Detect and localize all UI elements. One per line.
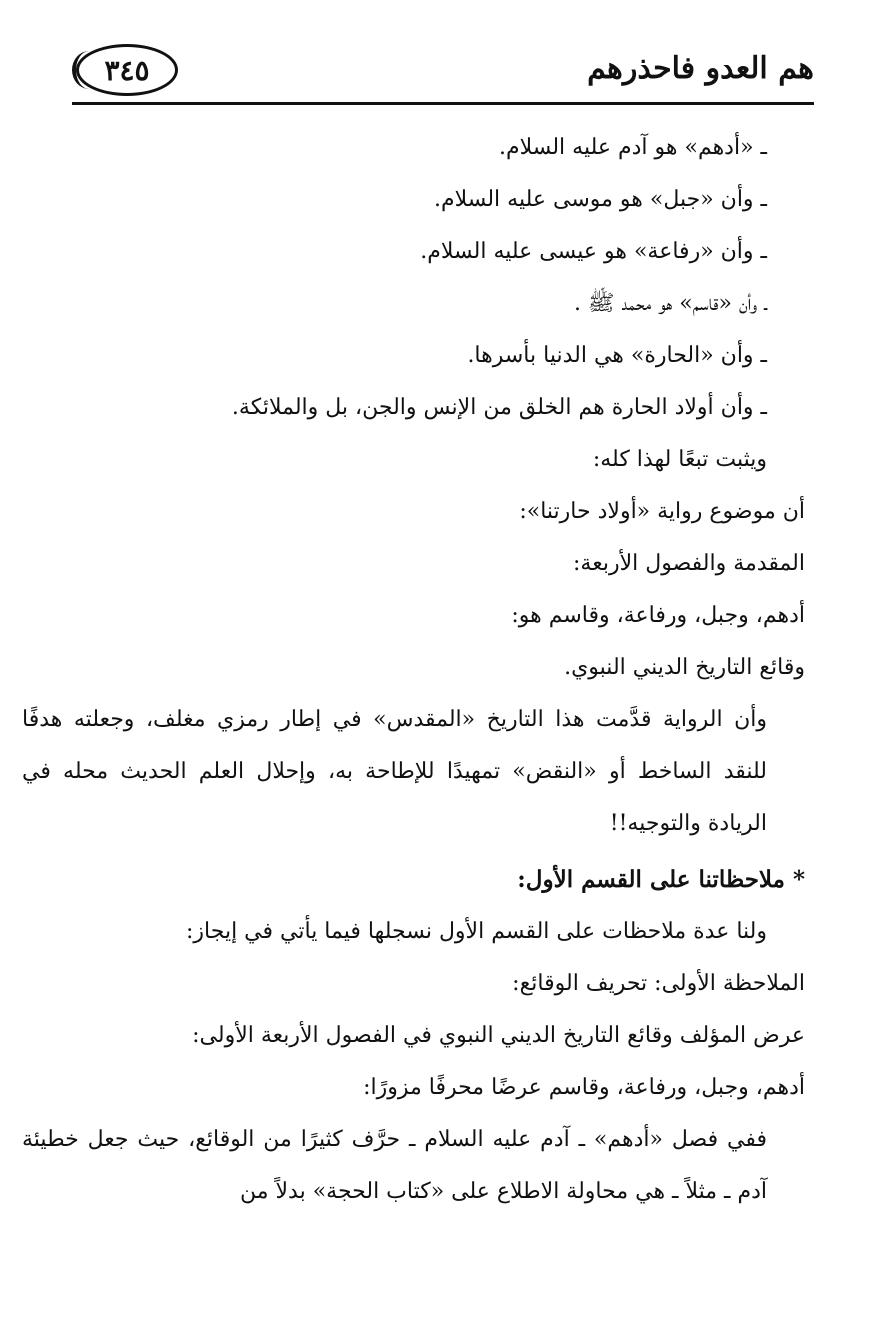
text-line: ـ وأن «رفاعة» هو عيسى عليه السلام. xyxy=(420,239,767,264)
text-line: أن موضوع رواية «أولاد حارتنا»: xyxy=(519,499,805,524)
text-line: وقائع التاريخ الديني النبوي. xyxy=(564,655,805,680)
text-line: ـ وأن «الحارة» هي الدنيا بأسرها. xyxy=(467,343,767,368)
paragraph: وأن الرواية قدَّمت هذا التاريخ «المقدس» في إطار رمزي مغلف، وجعلته هدفًا للنقد الساخط أو «النقض» تمهيدًا للإطاحة به، وإحلال العلم الحديث محله في الريادة والتوجيه!! xyxy=(22,707,767,836)
running-title: هم العدو فاحذرهم xyxy=(587,51,814,86)
section-heading: * ملاحظاتنا على القسم الأول: xyxy=(517,866,805,893)
page-header xyxy=(72,40,814,105)
paragraph: ففي فصل «أدهم» ـ آدم عليه السلام ـ حرَّف كثيرًا من الوقائع، حيث جعل خطيئة آدم ـ مثلاً ـ هي محاولة الاطلاع على «كتاب الحجة» بدلاً من xyxy=(22,1127,767,1204)
text-line: الملاحظة الأولى: تحريف الوقائع: xyxy=(512,971,805,996)
text-line: ـ وأن «قاسم» هو محمد ﷺ . xyxy=(573,291,767,316)
text-line: ـ وأن «جبل» هو موسى عليه السلام. xyxy=(433,187,767,212)
text-line: أدهم، وجبل، ورفاعة، وقاسم هو: xyxy=(511,603,805,628)
text-line: ويثبت تبعًا لهذا كله: xyxy=(592,447,767,472)
text-line: المقدمة والفصول الأربعة: xyxy=(573,551,805,576)
page-number: ٣٤٥ xyxy=(76,44,178,96)
text-line: ـ «أدهم» هو آدم عليه السلام. xyxy=(498,135,767,160)
text-line: ـ وأن أولاد الحارة هم الخلق من الإنس والجن، بل والملائكة. xyxy=(231,395,767,420)
body-text xyxy=(22,122,805,1218)
text-line: أدهم، وجبل، ورفاعة، وقاسم عرضًا محرفًا مزورًا: xyxy=(363,1075,805,1100)
text-line: عرض المؤلف وقائع التاريخ الديني النبوي في الفصول الأربعة الأولى: xyxy=(192,1023,805,1048)
text-line: ولنا عدة ملاحظات على القسم الأول نسجلها فيما يأتي في إيجاز: xyxy=(186,919,767,944)
